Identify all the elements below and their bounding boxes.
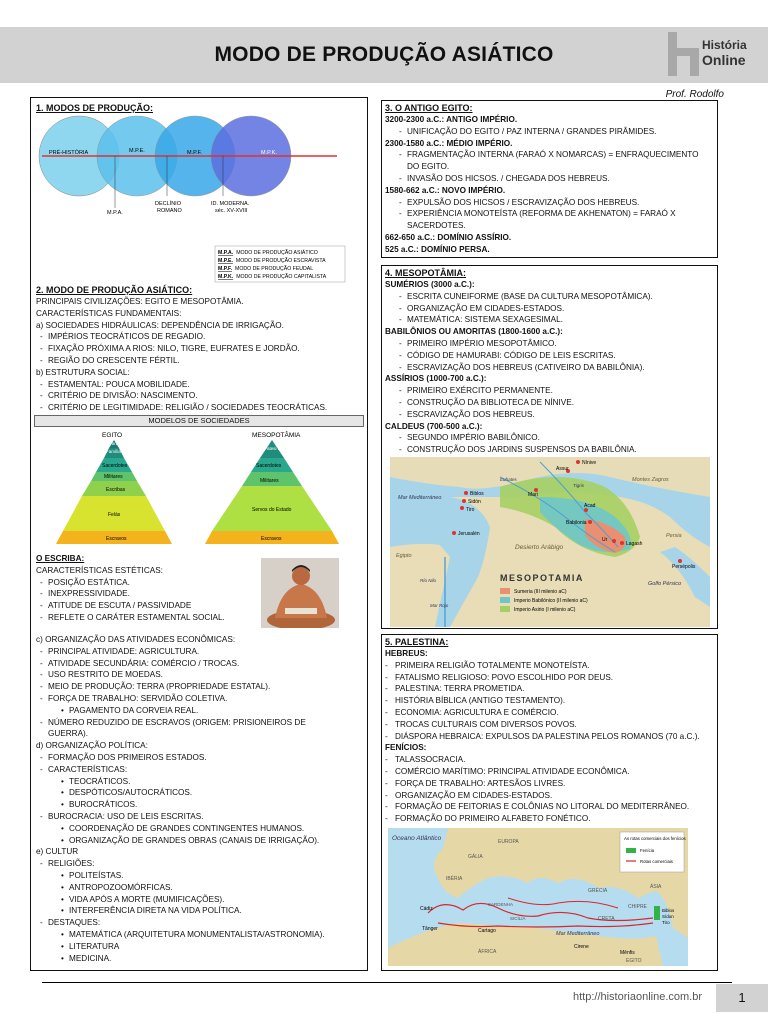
map-label: Mar Mediterrâneo: [556, 931, 600, 937]
map-label: Río Nilo: [420, 578, 437, 583]
text-line: b) ESTRUTURA SOCIAL:: [36, 367, 130, 377]
list-item: - CRITÉRIO DE DIVISÃO: NASCIMENTO.: [36, 390, 366, 402]
list-item: - BUROCRACIA: USO DE LEIS ESCRITAS.: [36, 811, 366, 823]
text-line: PRINCIPAIS CIVILIZAÇÕES: EGITO E MESOPOTÂMIA.: [36, 297, 244, 306]
list-item: - ESCRAVIZAÇÃO DOS HEBREUS.: [385, 409, 710, 421]
routes-legend: [620, 832, 686, 872]
list-item: - PRINCIPAL ATIVIDADE: AGRICULTURA.: [36, 646, 366, 658]
map-label: CHIPRE: [628, 904, 647, 910]
map-label: Cartago: [478, 928, 496, 934]
list-item: - FORMAÇÃO DO PRIMEIRO ALFABETO FONÉTICO.: [385, 813, 710, 825]
section-5-box: [381, 634, 718, 971]
left-column: [30, 97, 368, 971]
list-item: • MEDICINA.: [36, 953, 366, 965]
map-label: ÁFRICA: [478, 949, 497, 955]
section-heading: CALDEUS (700-500 a.C.):: [385, 421, 483, 431]
list-item: - PALESTINA: TERRA PROMETIDA.: [385, 683, 710, 695]
map-label: IBÉRIA: [446, 876, 463, 882]
section-heading: 525 a.C.: DOMÍNIO PERSA.: [385, 244, 490, 254]
pyramid-egito-label: EGITO: [102, 432, 123, 439]
legend-entry: Sumeria (III milenio aC): [514, 589, 567, 595]
list-item: • BUROCRÁTICOS.: [36, 799, 366, 811]
section-4-title: 4. MESOPOTÂMIA:: [385, 268, 467, 278]
map-label: Tigris: [573, 483, 584, 488]
map-label: SICÍLIA: [510, 916, 526, 921]
list-item: • MATEMÁTICA (ARQUITETURA MONUMENTALISTA/ASTRONOMIA).: [36, 929, 366, 941]
pyramids-chart: [34, 428, 364, 554]
section-heading: ASSÍRIOS (1000-700 a.C.):: [385, 374, 487, 384]
map-label: Golfo Pérsico: [648, 581, 682, 587]
logo: [666, 30, 752, 78]
list-item: - PRIMEIRO IMPÉRIO MESOPOTÂMICO.: [385, 338, 710, 350]
logo-text-1: História: [702, 38, 747, 52]
section-heading: BABILÔNIOS OU AMORITAS (1800-1600 a.C.):: [385, 327, 563, 337]
label-mpf: M.P.F.: [187, 150, 202, 156]
list-item: - FATALISMO RELIGIOSO: POVO ESCOLHIDO POR DEUS.: [385, 672, 710, 684]
svg-text:M.P.F.MODO DE PRODUÇÃO FEUDAL: M.P.F. MODO DE PRODUÇÃO FEUDAL: [218, 266, 314, 272]
section-heading: HEBREUS:: [385, 649, 428, 658]
label-romano: ROMANO: [157, 208, 182, 214]
list-item: - RELIGIÕES:: [36, 858, 366, 870]
map-label: ÁSIA: [650, 884, 662, 890]
section-heading: 662-650 a.C.: DOMÍNIO ASSÍRIO.: [385, 232, 512, 242]
pyramid-level: Faraó: [109, 441, 121, 446]
list-item: - ATIVIDADE SECUNDÁRIA: COMÉRCIO / TROCAS.: [36, 658, 366, 670]
list-item: - FORÇA DE TRABALHO: ARTESÃOS LIVRES.: [385, 778, 710, 790]
text-line: e) CULTUR: [36, 847, 79, 857]
list-item: - TROCAS CULTURAIS COM DIVERSOS POVOS.: [385, 719, 710, 731]
list-item: - SEGUNDO IMPÉRIO BABILÔNICO.: [385, 432, 710, 444]
list-item: - REGIÃO DO CRESCENTE FÉRTIL.: [36, 355, 366, 367]
map-label: Montes Zagros: [632, 477, 669, 483]
legend-entry: Imperio Asirio (I milenio aC): [514, 607, 576, 613]
phoenician-routes-map: [388, 828, 688, 966]
list-item: • VIDA APÓS A MORTE (MUMIFICAÇÕES).: [36, 894, 366, 906]
author: Prof. Rodolfo: [665, 89, 724, 100]
list-item: • POLITEÍSTAS.: [36, 870, 366, 882]
section-5-rows: [385, 648, 714, 825]
svg-text:M.P.K.MODO DE PRODUÇÃO CAPITAL: M.P.K. MODO DE PRODUÇÃO CAPITALISTA: [218, 274, 327, 280]
map-label: Nínive: [582, 460, 597, 466]
mesopotamia-map: [390, 457, 710, 627]
section-4-box: [381, 265, 718, 629]
section-heading: 3200-2300 a.C.: ANTIGO IMPÉRIO.: [385, 115, 518, 124]
list-item: - PRIMEIRO EXÉRCITO PERMANENTE.: [385, 385, 710, 397]
map-label: Babilonia: [566, 520, 587, 526]
map-label: GRÉCIA: [588, 888, 608, 894]
pyramid-level: Sacerdotes: [102, 463, 128, 469]
section-2-title: 2. MODO DE PRODUÇÃO ASIÁTICO:: [36, 285, 193, 295]
list-item: • COORDENAÇÃO DE GRANDES CONTINGENTES HUMANOS.: [36, 823, 366, 835]
list-item: - CÓDIGO DE HAMURABI: CÓDIGO DE LEIS ESCRITAS.: [385, 350, 710, 362]
section-2: [36, 284, 366, 414]
list-item: - FRAGMENTAÇÃO INTERNA (FARAÓ X NOMARCAS) = ENFRAQUECIMENTO DO EGITO.: [385, 149, 710, 173]
list-item: • PAGAMENTO DA CORVEIA REAL.: [36, 705, 366, 717]
map-label: Mar Mediterráneo: [398, 495, 442, 501]
list-item: - INVASÃO DOS HICSOS. / CHEGADA DOS HEBREUS.: [385, 173, 710, 185]
section-5-title: 5. PALESTINA:: [385, 637, 449, 647]
text-line: CARACTERÍSTICAS ESTÉTICAS:: [36, 565, 163, 575]
text-line: c) ORGANIZAÇÃO DAS ATIVIDADES ECONÔMICAS:: [36, 635, 236, 644]
map-label: Jerusalén: [458, 531, 480, 537]
map-label: Assur: [556, 466, 569, 472]
map-label: Cádiz: [420, 906, 433, 912]
list-item: - ECONOMIA: AGRICULTURA E COMÉRCIO.: [385, 707, 710, 719]
list-item: • TEOCRÁTICOS.: [36, 776, 366, 788]
map-label: Mari: [528, 492, 538, 498]
footer-divider: [42, 982, 732, 983]
escriba-title: O ESCRIBA:: [36, 554, 85, 563]
section-c: [36, 634, 366, 964]
list-item: - CONSTRUÇÃO DA BIBLIOTECA DE NÍNIVE.: [385, 397, 710, 409]
section-1-title: 1. MODOS DE PRODUÇÃO:: [36, 103, 154, 113]
label-mpe: M.P.E.: [129, 148, 145, 154]
pyramid-level: Felás: [108, 512, 121, 518]
map-label: Desierto Arábigo: [515, 544, 564, 551]
list-item: • INTERFERÊNCIA DIRETA NA VIDA POLÍTICA.: [36, 905, 366, 917]
section-4-rows: [385, 279, 714, 456]
escriba-section: [36, 553, 225, 624]
section-heading: 2300-1580 a.C.: MÉDIO IMPÉRIO.: [385, 138, 513, 148]
pyramid-level: Militares: [104, 474, 123, 480]
pyramids-title: MODELOS DE SOCIEDADES: [148, 416, 250, 425]
map-label: Tiro: [662, 920, 670, 925]
pyramid-level: Servos do Estado: [252, 507, 292, 513]
map-label: Sidón: [468, 499, 481, 505]
list-item: - EXPERIÊNCIA MONOTEÍSTA (REFORMA DE AKHENATON) = FARAÓ X SACERDOTES.: [385, 208, 710, 232]
map-label: EGITO: [626, 958, 642, 964]
svg-text:M.P.E.MODO DE PRODUÇÃO ESCRAVI: M.P.E. MODO DE PRODUÇÃO ESCRAVISTA: [218, 258, 326, 264]
logo-h-icon: [666, 32, 702, 76]
footer-url[interactable]: http://historiaonline.com.br: [572, 991, 702, 1003]
legend-title: As rotas comerciais dos fenícios: [624, 836, 686, 841]
map-label: GÁLIA: [468, 854, 483, 860]
section-heading: 1580-662 a.C.: NOVO IMPÉRIO.: [385, 185, 506, 195]
map-label: Biblos: [470, 491, 484, 497]
list-item: - CARACTERÍSTICAS:: [36, 764, 366, 776]
list-item: - CONSTRUÇÃO DOS JARDINS SUSPENSOS DA BABILÔNIA.: [385, 444, 710, 456]
page-title: MODO DE PRODUÇÃO ASIÁTICO: [214, 43, 554, 66]
list-item: - FORMAÇÃO DE FEITORIAS E COLÔNIAS NO LITORAL DO MEDITERRÂNEO.: [385, 801, 710, 813]
logo-text-2: Online: [702, 52, 746, 68]
list-item: - HISTÓRIA BÍBLICA (ANTIGO TESTAMENTO).: [385, 695, 710, 707]
map-label: Tânger: [422, 926, 438, 932]
pyramid-meso-label: MESOPOTÂMIA: [252, 432, 301, 439]
list-item: - MEIO DE PRODUÇÃO: TERRA (PROPRIEDADE ESTATAL).: [36, 681, 366, 693]
list-item: - PRIMEIRA RELIGIÃO TOTALMENTE MONOTEÍSTA.: [385, 660, 710, 672]
map-label: Lagash: [626, 541, 643, 547]
list-item: - DIÁSPORA HEBRAICA: EXPULSOS DA PALESTINA PELOS ROMANOS (70 a.C.).: [385, 731, 710, 743]
map-label: Eufrates: [500, 477, 517, 482]
legend-entry: Rotas comerciais: [640, 859, 673, 864]
list-item: - CRITÉRIO DE LEGITIMIDADE: RELIGIÃO / SOCIEDADES TEOCRÁTICAS.: [36, 402, 366, 414]
map-label: Mênfis: [620, 950, 635, 956]
map-label: Mar Rojo: [430, 603, 449, 608]
list-item: - ESCRITA CUNEIFORME (BASE DA CULTURA MESOPOTÂMICA).: [385, 291, 710, 303]
pyramid-level: Escravos: [261, 536, 282, 542]
page-header: [0, 27, 768, 83]
legend-entry: Imperio Babilónico (II milenio aC): [514, 598, 588, 604]
map-label: Egipto: [396, 553, 412, 559]
section-heading: FENÍCIOS:: [385, 743, 427, 753]
list-item: • LITERATURA: [36, 941, 366, 953]
list-item: • ORGANIZAÇÃO DE GRANDES OBRAS (CANAIS DE IRRIGAÇÃO).: [36, 835, 366, 847]
text-line: d) ORGANIZAÇÃO POLÍTICA:: [36, 741, 148, 751]
list-item: • ANTROPOZOOMÓRFICAS.: [36, 882, 366, 894]
label-mpk: M.P.K.: [261, 150, 277, 156]
list-item: - FORMAÇÃO DOS PRIMEIROS ESTADOS.: [36, 752, 366, 764]
map-label: CRETA: [598, 916, 615, 922]
label-pre-historia: PRÉ-HISTÓRIA: [49, 150, 89, 156]
map-label: Ur: [602, 537, 608, 543]
list-item: - TALASSOCRACIA.: [385, 754, 710, 766]
map-label: Sídon: [662, 914, 674, 919]
pyramid-level: Escravos: [106, 536, 127, 542]
list-item: - FORÇA DE TRABALHO: SERVIDÃO COLETIVA.: [36, 693, 366, 705]
list-item: - DESTAQUES:: [36, 917, 366, 929]
list-item: - ATITUDE DE ESCUTA / PASSIVIDADE: [36, 600, 225, 612]
section-3-box: [381, 100, 718, 258]
list-item: - ESTAMENTAL: POUCA MOBILIDADE.: [36, 379, 366, 391]
list-item: - REFLETE O CARÁTER ESTAMENTAL SOCIAL.: [36, 612, 225, 624]
label-seculo: séc. XV-XVIII: [215, 208, 248, 214]
label-declinio: DECLÍNIO: [155, 201, 181, 207]
section-3-title: 3. O ANTIGO EGITO:: [385, 103, 473, 113]
list-item: - ESCRAVIZAÇÃO DOS HEBREUS (CATIVEIRO DA BABILÔNIA).: [385, 362, 710, 374]
pyramid-level: Militares: [260, 478, 279, 484]
list-item: - INEXPRESSIVIDADE.: [36, 588, 225, 600]
modes-diagram: [37, 114, 367, 286]
list-item: - MATEMÁTICA: SISTEMA SEXAGESIMAL.: [385, 314, 710, 326]
map-label: Persia: [666, 533, 682, 539]
list-item: • DESPÓTICOS/AUTOCRÁTICOS.: [36, 787, 366, 799]
map-title: MESOPOTAMIA: [500, 573, 584, 583]
list-item: - ORGANIZAÇÃO EM CIDADES-ESTADOS.: [385, 303, 710, 315]
map-label: Biblos: [662, 908, 675, 913]
list-item: - FIXAÇÃO PRÓXIMA A RIOS: NILO, TIGRE, EUFRATES E JORDÃO.: [36, 343, 366, 355]
map-label: Tiro: [466, 507, 475, 513]
text-line: CARACTERÍSTICAS FUNDAMENTAIS:: [36, 308, 182, 318]
pyramid-level: Escribas: [106, 487, 126, 493]
map-label: Acad: [584, 503, 596, 509]
list-item: - ORGANIZAÇÃO EM CIDADES-ESTADOS.: [385, 790, 710, 802]
section-heading: SUMÉRIOS (3000 a.C.):: [385, 280, 475, 289]
pyramid-level: Patesi Imperador: [264, 446, 299, 451]
page-number: 1: [716, 984, 768, 1012]
map-label: Cirene: [574, 944, 589, 950]
map-label: Oceano Atlântico: [392, 835, 442, 842]
pyramids-box: [34, 415, 364, 427]
list-item: - POSIÇÃO ESTÁTICA.: [36, 577, 225, 589]
map-label: SARDENHA: [488, 902, 514, 907]
list-item: - COMÉRCIO MARÍTIMO: PRINCIPAL ATIVIDADE ECONÔMICA.: [385, 766, 710, 778]
escriba-statue-image: [261, 558, 339, 628]
label-mpa: M.P.A.: [107, 210, 123, 216]
list-item: - IMPÉRIOS TEOCRÁTICOS DE REGADIO.: [36, 331, 366, 343]
pyramid-level: Família Real: [106, 449, 132, 454]
label-id-moderna: ID. MODERNA.: [211, 201, 250, 207]
map-label: EUROPA: [498, 839, 519, 845]
map-label: Persépolis: [672, 564, 696, 570]
section-3-rows: [385, 114, 714, 256]
list-item: - NÚMERO REDUZIDO DE ESCRAVOS (ORIGEM: PRISIONEIROS DE GUERRA).: [36, 717, 336, 741]
pyramid-level: Sacerdotes: [256, 463, 282, 469]
list-item: - UNIFICAÇÃO DO EGITO / PAZ INTERNA / GRANDES PIRÂMIDES.: [385, 126, 710, 138]
legend-entry: Fenícia: [640, 848, 655, 853]
list-item: - EXPULSÃO DOS HICSOS / ESCRAVIZAÇÃO DOS HEBREUS.: [385, 197, 710, 209]
list-item: - USO RESTRITO DE MOEDAS.: [36, 669, 366, 681]
svg-text:M.P.A.MODO DE PRODUÇÃO ASIÁTIC: M.P.A. MODO DE PRODUÇÃO ASIÁTICO: [218, 250, 318, 256]
text-line: a) SOCIEDADES HIDRÁULICAS: DEPENDÊNCIA DE IRRIGAÇÃO.: [36, 320, 284, 330]
